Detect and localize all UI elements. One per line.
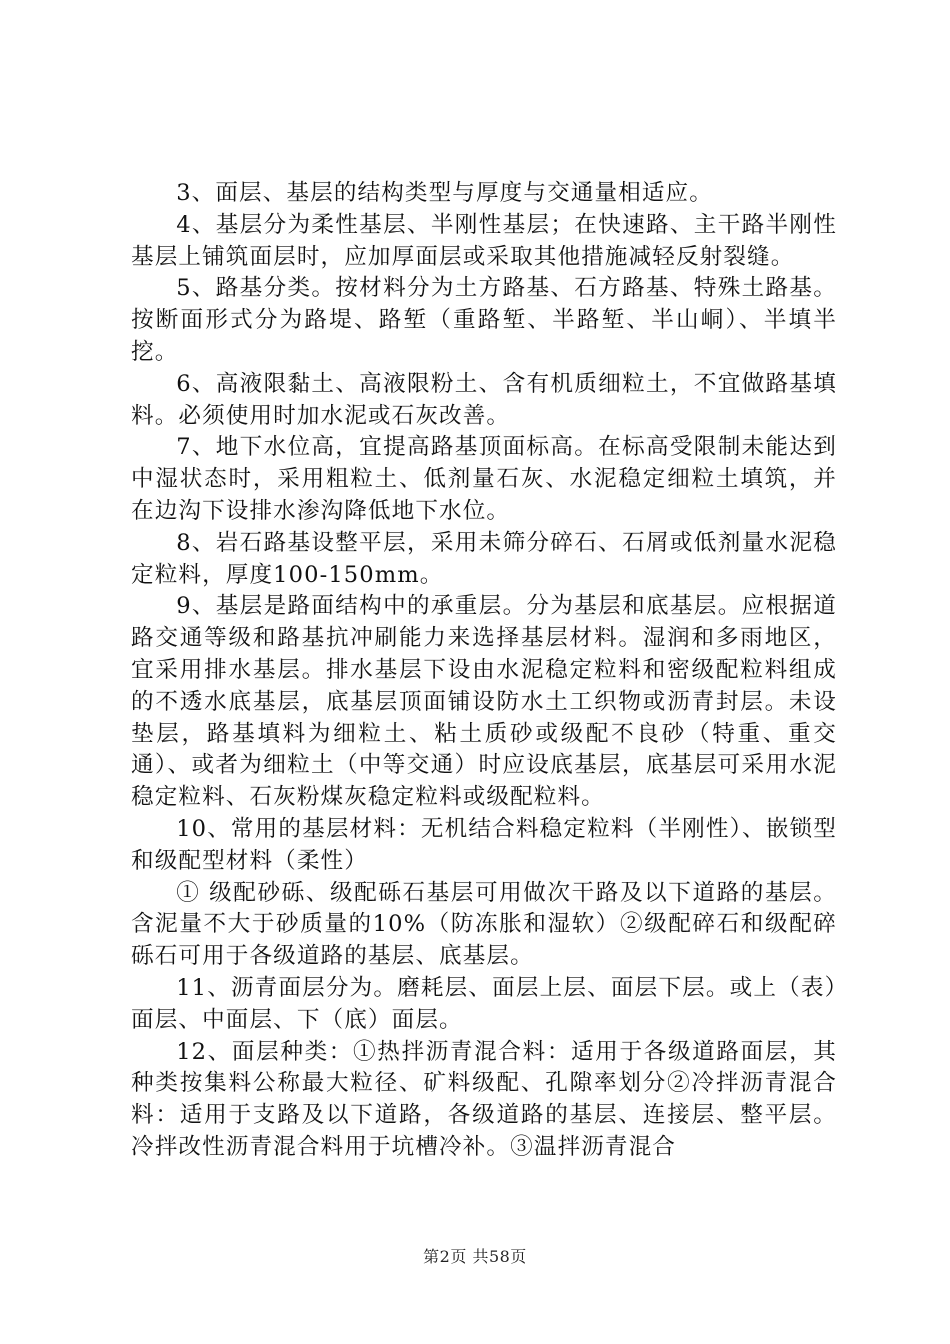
paragraph-3: 3、面层、基层的结构类型与厚度与交通量相适应。 [176,180,713,206]
page-number-footer: 第2页 共58页 [423,1247,527,1266]
document-body [131,178,837,1164]
paragraph-12: 12、面层种类：①热拌沥青混合料：适用于各级道路面层，其种类按集料公称最大粒径、矿料级配、孔隙率划分②冷拌沥青混合料：适用于支路及以下道路，各级道路的基层、连接层、整平层。冷拌改性沥青混合料用于坑槽冷补。③温拌沥青混合 [131,1038,837,1160]
paragraph-5: 5、路基分类。按材料分为土方路基、石方路基、特殊土路基。按断面形式分为路堤、路堑（重路堑、半路堑、半山峒）、半填半挖。 [131,275,837,365]
paragraph-10-detail: ① 级配砂砾、级配砾石基层可用做次干路及以下道路的基层。含泥量不大于砂质量的10%（防冻胀和湿软）②级配碎石和级配碎砾石可用于各级道路的基层、底基层。 [131,879,837,970]
paragraph-11: 11、沥青面层分为。磨耗层、面层上层、面层下层。或上（表）面层、中面层、下（底）面层。 [131,974,837,1033]
paragraph-6: 6、高液限黏土、高液限粉土、含有机质细粒土，不宜做路基填料。必须使用时加水泥或石灰改善。 [131,370,837,429]
paragraph-9: 9、基层是路面结构中的承重层。分为基层和底基层。应根据道路交通等级和路基抗冲刷能力来选择基层材料。湿润和多雨地区，宜采用排水基层。排水基层下设由水泥稳定粒料和密级配粒料组成的不透水底基层，底基层顶面铺设防水土工织物或沥青封层。未设垫层，路基填料为细粒土、粘土质砂或级配不良砂（特重、重交通）、或者为细粒土（中等交通）时应设底基层，底基层可采用水泥稳定粒料、石灰粉煤灰稳定粒料或级配粒料。 [131,593,837,811]
paragraph-4: 4、基层分为柔性基层、半刚性基层；在快速路、主干路半刚性基层上铺筑面层时，应加厚面层或采取其他措施减轻反射裂缝。 [131,211,837,270]
paragraph-7: 7、地下水位高，宜提高路基顶面标高。在标高受限制未能达到中湿状态时，采用粗粒土、低剂量石灰、水泥稳定细粒土填筑，并在边沟下设排水渗沟降低地下水位。 [131,434,837,524]
paragraph-8: 8、岩石路基设整平层，采用未筛分碎石、石屑或低剂量水泥稳定粒料，厚度100-150mm。 [131,529,837,588]
paragraph-10: 10、常用的基层材料：无机结合料稳定粒料（半刚性）、嵌锁型和级配型材料（柔性） [131,815,837,874]
